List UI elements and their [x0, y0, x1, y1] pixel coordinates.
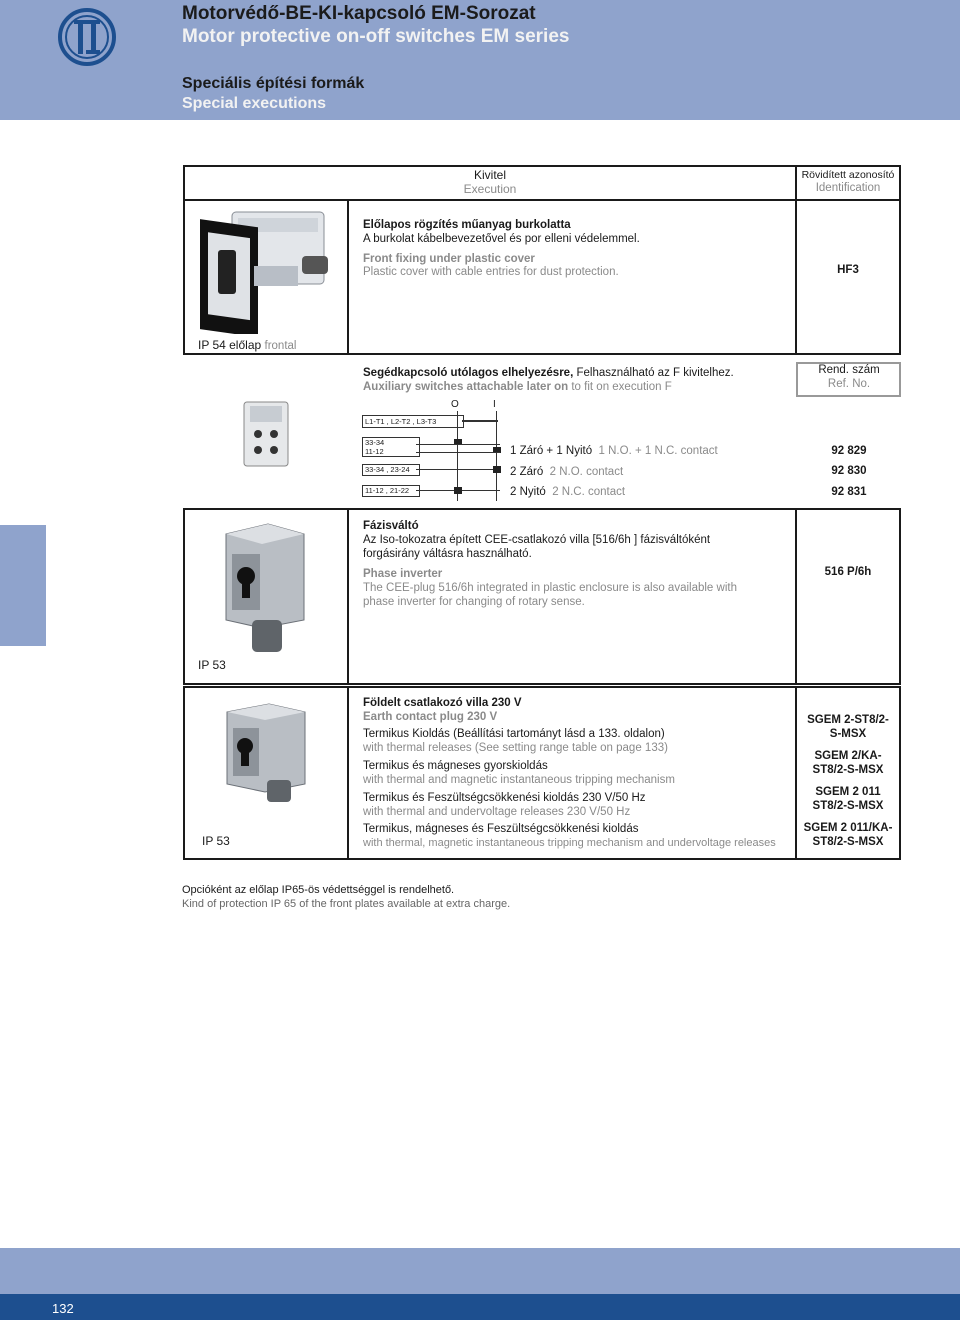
row4-title: Földelt csatlakozó villa 230 V: [363, 697, 522, 709]
row4-item-1-en: with thermal releases (See setting range table on page 133): [363, 742, 668, 754]
diagram-marker: [493, 466, 501, 473]
rule: [183, 686, 185, 860]
row3-caption: IP 53: [198, 658, 226, 672]
row4-id-3b: ST8/2-S-MSX: [812, 800, 884, 812]
rule: [899, 686, 901, 860]
rule: [183, 199, 185, 354]
diagram-marker: [454, 487, 462, 494]
item2-hu: 2 Záró: [510, 466, 544, 478]
row1-line4: Plastic cover with cable entries for dust protection.: [363, 266, 619, 278]
page-number: 132: [52, 1301, 74, 1316]
row3-en1: The CEE-plug 516/6h integrated in plastic enclosure is also available with: [363, 582, 737, 594]
rule: [347, 508, 349, 684]
subtitle-hu: Speciális építési formák: [182, 75, 365, 92]
switch-front-cover-image: [192, 206, 332, 334]
aux-switch-image: [236, 398, 296, 474]
rule: [183, 508, 185, 684]
row1-line3: Front fixing under plastic cover: [363, 253, 535, 265]
row4-title-en: Earth contact plug 230 V: [363, 711, 498, 723]
head-id-hu: Rövidített azonosító: [801, 169, 895, 181]
phase-inverter-image: [212, 520, 312, 656]
diagram-line: [416, 444, 500, 445]
row4-id-2b: ST8/2-S-MSX: [812, 764, 884, 776]
company-logo: [56, 6, 118, 68]
row2-item-3: [510, 485, 625, 499]
row1-id: HF3: [837, 264, 859, 276]
diagram-o-label: O: [451, 399, 459, 410]
diagram-item-3: 11-12 , 21-22: [362, 485, 420, 497]
row2-line1: [363, 366, 734, 380]
rule: [795, 508, 797, 684]
diagram-item-1: 33-34 11-12: [362, 437, 420, 457]
diagram-item-2: 33-34 , 23-24: [362, 464, 420, 476]
row4-item-1-hu: Termikus Kioldás (Beállítási tartományt lásd a 133. oldalon): [363, 728, 665, 740]
row4-item-2-en: with thermal and magnetic instantaneous tripping mechanism: [363, 774, 675, 786]
ref-en: Ref. No.: [827, 378, 871, 390]
row4-caption: IP 53: [202, 834, 230, 848]
row4-item-4-en: with thermal, magnetic instantaneous tripping mechanism and undervoltage releases: [363, 837, 776, 849]
row4-id-3a: SGEM 2 011: [815, 786, 881, 798]
head-id-en: Identification: [815, 182, 881, 194]
diagram-bar: [462, 420, 498, 422]
earth-plug-image: [215, 700, 315, 804]
item2-en: 2 N.O. contact: [549, 466, 624, 478]
row2-line1-bold: Segédkapcsoló utólagos elhelyezésre,: [363, 367, 574, 379]
row1-caption-en: frontal: [264, 340, 297, 352]
row1-line1: Előlapos rögzítés műanyag burkolatta: [363, 219, 571, 231]
row3-line2: forgásirány váltásra használható.: [363, 548, 532, 560]
row2-item-1: [510, 444, 718, 458]
row3-en2: phase inverter for changing of rotary sense.: [363, 596, 585, 608]
diagram-line: [416, 452, 500, 453]
rule: [183, 683, 901, 685]
rule: [347, 686, 349, 860]
rule: [183, 686, 901, 688]
ref-92830: 92 830: [831, 465, 867, 477]
footnote-en: Kind of protection IP 65 of the front plates available at extra charge.: [182, 898, 511, 910]
row4-id-1a: SGEM 2-ST8/2-: [807, 714, 889, 726]
rule: [183, 508, 901, 510]
item1-hu: 1 Záró + 1 Nyitó: [510, 445, 593, 457]
row3-title: Fázisváltó: [363, 520, 419, 532]
row4-id-4a: SGEM 2 011/KA-: [803, 822, 893, 834]
title-hu: Motorvédő-BE-KI-kapcsoló EM-Sorozat: [182, 3, 536, 24]
row4-id-2a: SGEM 2/KA-: [814, 750, 882, 762]
row1-caption-hu: IP 54 előlap: [198, 338, 262, 352]
item3-hu: 2 Nyitó: [510, 486, 546, 498]
footer-band: [0, 1248, 960, 1294]
title-en: Motor protective on-off switches EM series: [182, 26, 570, 47]
row2-line1-rest: Felhasználható az F kivitelhez.: [573, 367, 734, 379]
head-execution-en: Execution: [463, 182, 517, 196]
diagram-i-line: [496, 411, 497, 501]
subtitle-en: Special executions: [182, 95, 327, 112]
row3-id: 516 P/6h: [824, 566, 872, 578]
row4-item-3-en: with thermal and undervoltage releases 230 V/50 Hz: [363, 806, 631, 818]
rule: [347, 199, 349, 354]
row4-id-1b: S-MSX: [829, 728, 867, 740]
rule: [797, 395, 901, 397]
diagram-main-contacts: L1-T1 , L2-T2 , L3-T3: [362, 415, 464, 428]
row2-line2-rest: to fit on execution F: [568, 381, 672, 393]
row2-line2-bold: Auxiliary switches attachable later on: [363, 381, 569, 393]
row1-line2: A burkolat kábelbevezetővel és por elleni védelemmel.: [363, 233, 640, 245]
row2-item-2: [510, 465, 623, 479]
head-execution-hu: Kivitel: [473, 168, 506, 182]
footer-bar: [0, 1294, 960, 1320]
rule: [899, 199, 901, 354]
rule: [183, 353, 901, 355]
item1-en: 1 N.O. + 1 N.C. contact: [598, 445, 718, 457]
rule: [183, 199, 901, 201]
row4-item-4-hu: Termikus, mágneses és Feszültségcsökkenési kioldás: [363, 823, 639, 835]
rule: [183, 165, 901, 167]
ref-92831: 92 831: [831, 486, 867, 498]
row4-item-2-hu: Termikus és mágneses gyorskioldás: [363, 760, 548, 772]
row3-en-title: Phase inverter: [363, 568, 443, 580]
row4-id-4b: ST8/2-S-MSX: [812, 836, 884, 848]
row1-caption: [198, 338, 296, 352]
ref-92829: 92 829: [831, 445, 867, 457]
diagram-i-label: I: [493, 399, 496, 410]
item3-en: 2 N.C. contact: [552, 486, 626, 498]
diagram-line: [416, 469, 500, 470]
row3-line1: Az Iso-tokozatra épített CEE-csatlakozó villa [516/6h ] fázisváltóként: [363, 534, 711, 546]
row4-item-3-hu: Termikus és Feszültségcsökkenési kioldás 230 V/50 Hz: [363, 792, 646, 804]
rule: [899, 508, 901, 684]
ref-hu: Rend. szám: [818, 364, 880, 376]
footnote-hu: Opcióként az előlap IP65-ös védettséggel is rendelhető.: [182, 884, 455, 896]
rule: [183, 858, 901, 860]
row2-line2: [363, 380, 672, 394]
side-tab: [0, 525, 46, 646]
rule: [899, 165, 901, 200]
